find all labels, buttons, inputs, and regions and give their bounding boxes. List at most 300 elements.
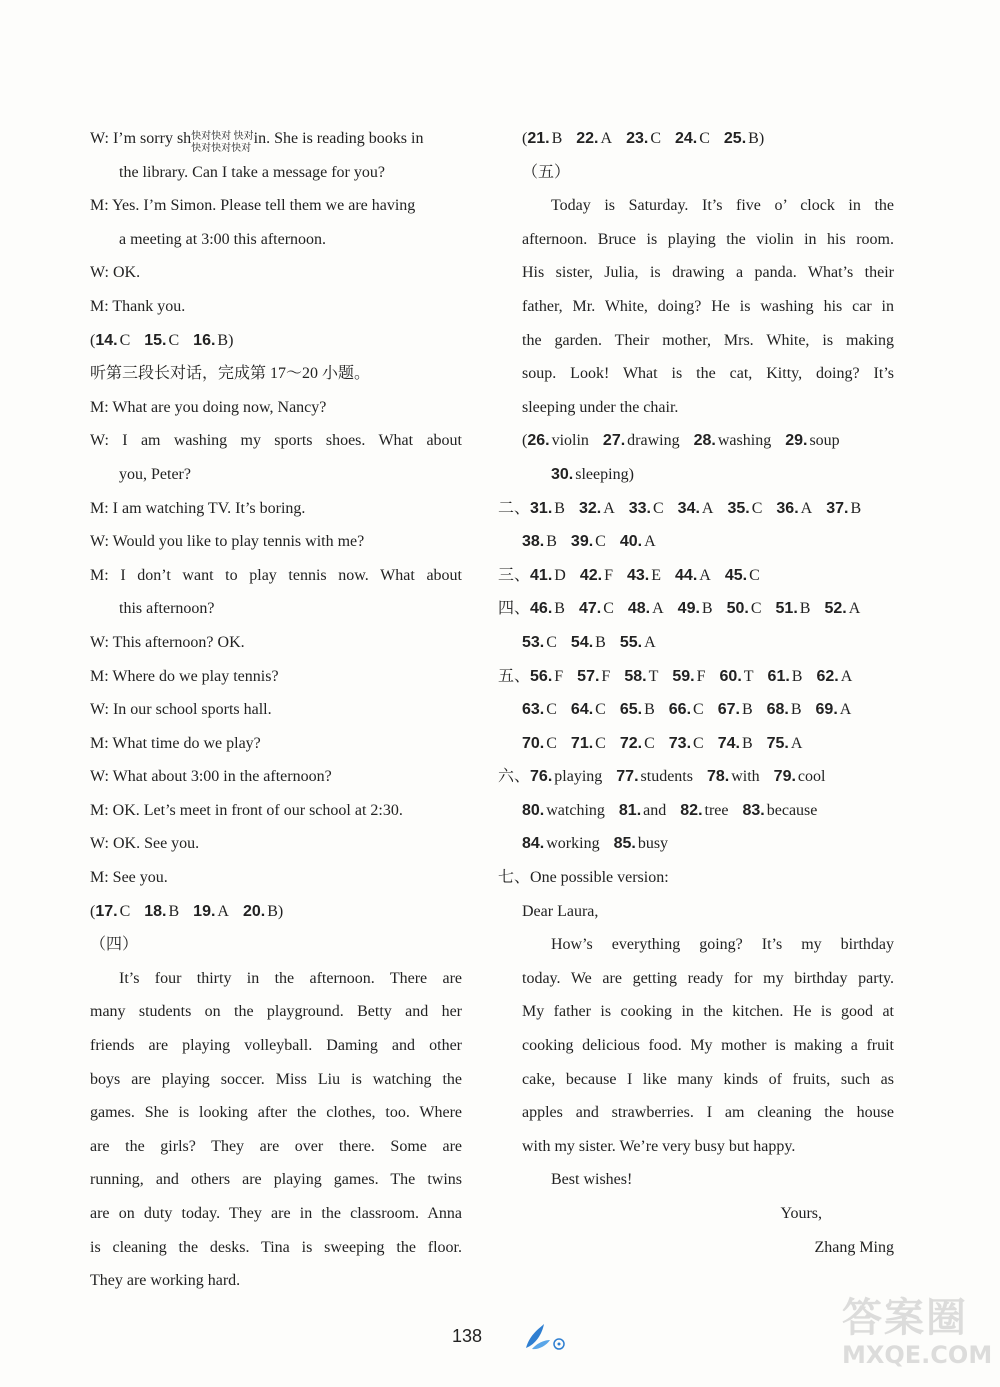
question-number: 64. — [570, 701, 594, 719]
answer-item — [785, 424, 839, 458]
question-number: 21. — [527, 130, 550, 147]
answer-line — [522, 525, 894, 559]
passage-line: are the girls? They are over there. Some are — [90, 1137, 462, 1155]
answer-value: A — [848, 600, 861, 618]
dialogue-line — [90, 122, 462, 156]
answer-value: B — [644, 701, 655, 719]
question-number: 14. — [95, 331, 118, 349]
passage-line: It’s four thirty in the afternoon. There are — [119, 969, 462, 987]
dialogue-line: W: Would you like to play tennis with me? — [90, 533, 365, 551]
answer-item — [824, 592, 860, 626]
question-number: 37. — [826, 499, 849, 517]
answer-item — [579, 592, 614, 626]
dialogue-line: M: OK. Let’s meet in front of our school at 2:30. — [90, 801, 403, 819]
section-heading: （四） — [90, 936, 139, 954]
answer-item — [680, 794, 728, 828]
answer-line — [90, 324, 462, 358]
question-number: 40. — [619, 533, 643, 551]
answer-value: A — [800, 499, 813, 517]
stamp-text: 快对快对 快对 快对快对快对 — [191, 131, 254, 154]
dialogue-line: M: What time do we play? — [90, 734, 261, 752]
question-number: 76. — [530, 768, 553, 786]
passage-line: father, Mr. White, doing? He is washing his car in — [522, 297, 894, 315]
question-number: 67. — [717, 701, 740, 719]
answer-value: A — [603, 499, 615, 517]
answer-line — [522, 794, 894, 828]
question-number: 84. — [522, 835, 545, 853]
question-number: 75. — [766, 734, 789, 752]
question-number: 43. — [626, 566, 650, 584]
answer-value: C — [650, 130, 661, 147]
answer-item — [816, 693, 852, 727]
answer-value: A — [652, 600, 664, 618]
answer-item — [530, 559, 566, 593]
question-number: 41. — [530, 566, 553, 584]
part-prefix: 二、 — [498, 499, 531, 517]
answer-value: B — [701, 600, 713, 618]
answer-item — [675, 122, 710, 156]
answer-value: F — [604, 566, 613, 584]
answer-item — [527, 122, 562, 156]
question-number: 70. — [522, 734, 545, 752]
question-number: 62. — [816, 667, 839, 685]
section-heading: （五） — [522, 163, 571, 181]
answer-line — [522, 458, 894, 492]
question-number: 24. — [674, 130, 698, 147]
dialogue-line: W: This afternoon? OK. — [90, 633, 245, 651]
passage-line: friends are playing volleyball. Daming and other — [90, 1037, 462, 1055]
answer-item — [678, 492, 714, 526]
passage-line: boys are playing soccer. Miss Liu is watching the — [90, 1070, 462, 1088]
question-number: 17. — [95, 902, 118, 920]
answer-value: tree — [704, 801, 729, 819]
question-number: 25. — [723, 130, 747, 147]
question-number: 45. — [724, 566, 748, 584]
question-number: 68. — [766, 701, 789, 719]
answer-item — [767, 693, 802, 727]
question-number: 65. — [619, 701, 643, 719]
part-prefix: 六、 — [498, 768, 531, 786]
question-number: 83. — [742, 801, 765, 819]
answer-item — [580, 559, 613, 593]
answer-item — [707, 760, 760, 794]
question-number: 60. — [719, 667, 742, 685]
question-number: 30. — [551, 465, 574, 483]
question-number: 20. — [242, 902, 266, 920]
answer-value: C — [603, 600, 614, 618]
answer-item — [571, 693, 606, 727]
question-number: 28. — [693, 432, 716, 450]
question-number: 74. — [717, 734, 740, 752]
letter-signature: Zhang Ming — [814, 1238, 894, 1256]
answer-item — [530, 492, 565, 526]
question-number: 34. — [677, 499, 700, 517]
dialogue-line: M: I don’t want to play tennis now. What about — [90, 566, 462, 584]
question-number: 82. — [680, 801, 703, 819]
letter-line: My father is cooking in the kitchen. He is good at — [522, 1003, 894, 1021]
question-number: 18. — [144, 902, 167, 920]
answer-item — [675, 559, 711, 593]
answer-value: B — [850, 499, 862, 517]
dialogue-line: W: OK. — [90, 264, 141, 282]
leaf-logo-icon — [522, 1322, 568, 1352]
answer-value: B — [799, 600, 811, 618]
answer-item — [193, 324, 233, 358]
answer-item — [144, 324, 179, 358]
letter-closing: Best wishes! — [551, 1171, 633, 1189]
question-number: 31. — [530, 499, 553, 517]
answer-item — [724, 122, 764, 156]
answer-item — [95, 895, 130, 929]
answer-value: A — [839, 701, 852, 719]
answer-value: F — [601, 667, 611, 685]
answer-value: C — [693, 701, 704, 719]
answer-value: C — [653, 499, 664, 517]
answer-item — [694, 424, 772, 458]
answer-item — [522, 727, 557, 761]
passage-line: are on duty today. They are in the classroom. Anna — [90, 1205, 462, 1222]
watermark-logo — [842, 1295, 993, 1378]
right-column — [498, 122, 894, 1264]
answer-value: A — [644, 533, 656, 551]
question-number: 59. — [672, 667, 695, 685]
dialogue-line: you, Peter? — [119, 465, 191, 483]
answer-value: A — [600, 130, 613, 147]
dialogue-line: M: I am watching TV. It’s boring. — [90, 499, 306, 517]
answer-item — [530, 592, 565, 626]
letter-yours: Yours, — [780, 1205, 822, 1222]
passage-line: soup. Look! What is the cat, Kitty, doing? It’s — [522, 365, 894, 383]
answer-value: B — [791, 667, 803, 685]
letter-body — [522, 928, 894, 1163]
answer-line — [498, 660, 894, 694]
dialogue-line: W: I am washing my sports shoes. What about — [90, 432, 462, 450]
answer-value: C — [699, 130, 710, 147]
question-number: 71. — [570, 734, 594, 752]
answer-item — [743, 794, 818, 828]
answer-line — [522, 424, 894, 458]
question-number: 53. — [522, 633, 545, 651]
answer-item — [551, 458, 634, 492]
question-number: 46. — [530, 600, 553, 618]
answer-value: B — [168, 902, 180, 920]
instruction-line: 听第三段长对话，完成第 17～20 小题。 — [90, 365, 371, 383]
answer-value: B — [554, 600, 565, 618]
answer-value: and — [643, 801, 667, 819]
answer-paren: ( — [522, 432, 528, 450]
answer-item — [95, 324, 130, 358]
dialogue-line: the library. Can I take a message for you? — [119, 163, 385, 181]
answer-item — [629, 492, 664, 526]
question-number: 33. — [628, 499, 651, 517]
answer-item — [530, 660, 563, 694]
answer-item — [774, 760, 826, 794]
answer-item — [530, 760, 602, 794]
question-number: 44. — [675, 566, 698, 584]
answer-value: C — [595, 701, 606, 719]
answer-item — [816, 660, 852, 694]
answer-value: B — [554, 499, 565, 517]
answer-value: B) — [748, 130, 765, 147]
answer-value: A — [644, 633, 656, 651]
question-number: 23. — [626, 130, 649, 147]
answer-value: A — [217, 902, 229, 920]
question-number: 32. — [578, 499, 602, 517]
answer-item — [577, 660, 610, 694]
answer-item — [776, 592, 811, 626]
dialogue-line: W: OK. See you. — [90, 835, 200, 853]
answer-item — [243, 895, 283, 929]
answer-value: E — [651, 566, 662, 584]
question-number: 15. — [144, 331, 167, 349]
answer-value: B — [551, 130, 563, 147]
dialogue-line: a meeting at 3:00 this afternoon. — [119, 230, 327, 248]
answer-item — [725, 559, 760, 593]
dialogue-line: W: In our school sports hall. — [90, 701, 272, 719]
answer-item — [616, 760, 693, 794]
answer-value: B) — [217, 331, 234, 349]
answer-value: F — [554, 667, 564, 685]
question-number: 58. — [624, 667, 647, 685]
watermark-bottom: MXQE.COM — [842, 1341, 993, 1369]
answer-value: B — [595, 633, 606, 651]
question-number: 35. — [727, 499, 750, 517]
answer-item — [669, 693, 704, 727]
page-number: 138 — [452, 1326, 483, 1346]
answer-line — [522, 693, 894, 727]
passage-line: running, and others are playing games. The twins — [90, 1171, 462, 1189]
question-number: 80. — [522, 801, 545, 819]
answer-item — [527, 424, 589, 458]
answer-item — [720, 660, 754, 694]
answer-line — [522, 827, 894, 861]
passage-line: sleeping under the chair. — [522, 398, 679, 416]
answer-line — [522, 122, 894, 156]
answer-value: B — [790, 701, 802, 719]
question-number: 52. — [824, 600, 847, 618]
question-number: 57. — [577, 667, 600, 685]
answer-item — [522, 626, 557, 660]
passage-line: games. She is looking after the clothes, too. Where — [90, 1104, 462, 1122]
answer-item — [603, 424, 680, 458]
answer-line — [90, 895, 462, 929]
answer-value: D — [554, 566, 566, 584]
passage-line: afternoon. Bruce is playing the violin in his room. — [522, 230, 894, 248]
answer-item — [522, 794, 605, 828]
dialogue-line: W: What about 3:00 in the afternoon? — [90, 768, 332, 786]
answer-value: playing — [554, 768, 603, 786]
question-number: 66. — [668, 701, 692, 719]
answer-value: violin — [551, 432, 589, 450]
answer-value: A — [699, 566, 711, 584]
answer-item — [576, 122, 612, 156]
part-prefix: 五、 — [498, 667, 531, 685]
passage-four — [90, 962, 462, 1298]
dialogue-line: M: What are you doing now, Nancy? — [90, 398, 327, 416]
question-number: 73. — [668, 734, 692, 752]
answer-item — [579, 492, 615, 526]
answer-item — [627, 559, 661, 593]
answer-value: B — [546, 533, 557, 551]
part-prefix: 四、 — [498, 600, 531, 618]
answer-item — [571, 727, 606, 761]
question-number: 51. — [775, 600, 798, 618]
answer-value: washing — [717, 432, 772, 450]
answer-value: C — [693, 734, 704, 752]
answer-value: A — [840, 667, 853, 685]
answer-value: B — [741, 701, 753, 719]
answer-value: cool — [797, 768, 826, 786]
answer-value: C — [749, 566, 760, 584]
answer-value: A — [701, 499, 714, 517]
dialogue-text: W: I’m sorry sh — [90, 130, 192, 147]
answer-item — [620, 693, 655, 727]
question-number: 49. — [677, 600, 700, 618]
answer-item — [826, 492, 861, 526]
answer-value: C — [751, 499, 763, 517]
question-number: 78. — [706, 768, 730, 786]
answer-item — [522, 693, 557, 727]
answer-item — [669, 727, 704, 761]
answer-item — [718, 693, 753, 727]
answer-value: soup — [809, 432, 840, 450]
answer-value: C — [644, 734, 655, 752]
dialogue-line: M: Yes. I’m Simon. Please tell them we are having — [90, 197, 416, 215]
answer-item — [718, 727, 753, 761]
question-number: 72. — [619, 734, 643, 752]
question-number: 38. — [522, 533, 545, 551]
answer-line — [498, 559, 894, 593]
answer-item — [776, 492, 812, 526]
answer-item — [522, 827, 600, 861]
answer-item — [620, 525, 656, 559]
answer-value: with — [731, 768, 760, 786]
answer-value: C — [546, 734, 557, 752]
letter-salutation: Dear Laura, — [522, 902, 599, 920]
letter-line: apples and strawberries. I am cleaning the house — [522, 1104, 894, 1122]
question-number: 29. — [785, 432, 808, 450]
passage-five — [522, 189, 894, 424]
passage-line: They are working hard. — [90, 1272, 241, 1290]
answer-value: C — [119, 902, 131, 920]
answer-value: students — [640, 768, 693, 786]
answer-item — [628, 592, 664, 626]
answer-value: C — [546, 701, 557, 719]
answer-line — [498, 492, 894, 526]
answer-value: A — [790, 734, 803, 752]
passage-line: His sister, Julia, is drawing a panda. What’s their — [522, 264, 894, 282]
answer-paren: ( — [90, 331, 96, 349]
answer-line — [498, 760, 894, 794]
answer-value: watching — [546, 801, 605, 819]
answer-value: sleeping) — [575, 465, 634, 483]
dialogue-text: in. She is reading books in — [253, 130, 424, 147]
passage-line: many students on the playground. Betty and her — [90, 1003, 462, 1021]
question-number: 22. — [576, 130, 599, 147]
answer-value: C — [750, 600, 762, 618]
answer-value: drawing — [627, 432, 680, 450]
question-number: 61. — [767, 667, 790, 685]
answer-item — [522, 525, 557, 559]
question-number: 77. — [616, 768, 639, 786]
question-number: 19. — [193, 902, 216, 920]
question-number: 26. — [527, 432, 550, 450]
question-number: 39. — [570, 533, 594, 551]
passage-line: the garden. Their mother, Mrs. White, is making — [522, 331, 894, 349]
writing-intro: One possible version: — [530, 869, 669, 887]
writing-heading — [498, 861, 894, 895]
answer-item — [193, 895, 229, 929]
answer-value: C — [546, 633, 557, 651]
answer-item — [626, 122, 661, 156]
question-number: 55. — [619, 633, 643, 651]
answer-item — [614, 827, 668, 861]
dialogue-line: this afternoon? — [119, 600, 215, 618]
answer-line — [498, 592, 894, 626]
question-number: 48. — [627, 600, 651, 618]
part-prefix: 七、 — [498, 869, 531, 887]
answer-item — [619, 794, 666, 828]
watermark-top: 答案圈 — [842, 1295, 968, 1341]
answer-value: B — [741, 734, 753, 752]
answer-item — [767, 727, 803, 761]
question-number: 54. — [570, 633, 594, 651]
answer-paren: ( — [522, 130, 528, 147]
answer-item — [727, 492, 762, 526]
question-number: 63. — [522, 701, 545, 719]
answer-value: T — [743, 667, 754, 685]
question-number: 16. — [193, 331, 216, 349]
dialogue-line: M: Thank you. — [90, 297, 186, 315]
answer-value: working — [546, 835, 600, 853]
answer-item — [144, 895, 179, 929]
answer-item — [624, 660, 658, 694]
left-column — [90, 122, 462, 1298]
answer-item — [620, 727, 655, 761]
answer-item — [727, 592, 762, 626]
letter-line: cake, because I like many kinds of fruits, such as — [522, 1070, 894, 1088]
question-number: 42. — [579, 566, 603, 584]
answer-value: B) — [267, 902, 284, 920]
question-number: 56. — [530, 667, 553, 685]
answer-value: C — [595, 734, 606, 752]
answer-paren: ( — [90, 902, 96, 920]
question-number: 50. — [726, 600, 749, 618]
question-number: 69. — [815, 701, 838, 719]
letter-line: with my sister. We’re very busy but happy. — [522, 1137, 796, 1155]
dialogue-line: M: See you. — [90, 869, 168, 887]
answer-item — [672, 660, 705, 694]
question-number: 81. — [618, 801, 642, 819]
answer-value: C — [119, 331, 131, 349]
answer-item — [768, 660, 803, 694]
answer-value: T — [648, 667, 659, 685]
dialogue-line: M: Where do we play tennis? — [90, 667, 279, 685]
question-number: 36. — [776, 499, 799, 517]
answer-item — [571, 525, 606, 559]
part-prefix: 三、 — [498, 566, 531, 584]
passage-line: is cleaning the desks. Tina is sweeping the floor. — [90, 1238, 462, 1256]
answer-value: F — [696, 667, 706, 685]
answer-value: C — [595, 533, 606, 551]
answer-line — [522, 626, 894, 660]
answer-item — [571, 626, 606, 660]
answer-line — [522, 727, 894, 761]
question-number: 27. — [602, 432, 626, 450]
question-number: 79. — [773, 768, 796, 786]
letter-line: today. We are getting ready for my birthday party. — [522, 969, 894, 987]
letter-line: How’s everything going? It’s my birthday — [551, 936, 894, 954]
